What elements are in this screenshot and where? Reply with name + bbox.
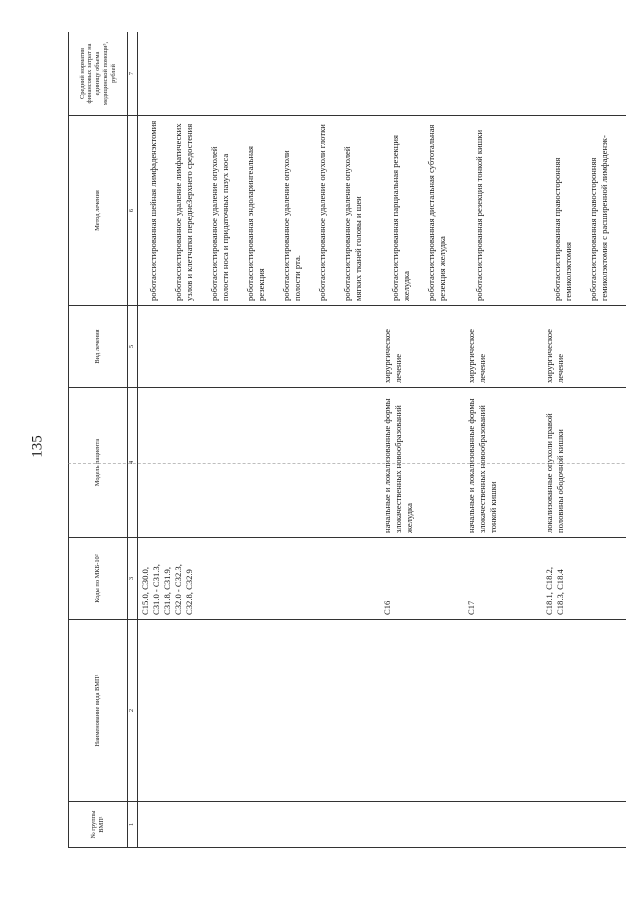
cell-treatment-methods [542,116,626,306]
header-row [69,32,128,848]
header-patient-model: Модель пациента [69,388,128,538]
method-item: роботассистированное удаление опухоли полости рта. [281,150,302,301]
icd-code: C18.3, C18.4 [555,569,565,615]
cell-treatment-methods [138,116,381,306]
icd-code: C17 [466,600,476,615]
icd-code: C16 [382,600,392,615]
column-number-row [128,32,138,848]
cell-group-number [542,802,626,848]
cell-cost-standard [138,32,381,116]
cell-icd-codes [138,538,381,620]
cell-treatment-type: хирургическое лечение [464,306,542,388]
cell-group-number [138,802,381,848]
cell-group-number [464,802,542,848]
method-item: роботассистированная шейная лимфаденэктомия [148,120,158,301]
vmp-table [68,32,626,848]
cell-vmp-name [138,620,381,802]
cell-icd-codes [464,538,542,620]
header-group-number: № группы ВМП¹ [69,802,128,848]
column-number: 2 [128,620,138,802]
cell-cost-standard [380,32,464,116]
icd-code: C31.8, C31.9, [162,567,172,615]
cell-vmp-name [464,620,542,802]
cell-treatment-methods [380,116,464,306]
method-item: роботассистированная парциальная резекция желудка [390,135,411,301]
icd-code: C15.0, C30.0, [140,567,150,615]
cell-group-number [380,802,464,848]
header-vmp-name: Наименование вида ВМП¹ [69,620,128,802]
header-icd-codes: Коды по МКБ-10² [69,538,128,620]
table-row [138,32,381,848]
method-item: роботассистированная дистальная субтотальная резекция желудка [426,124,447,301]
cell-patient-model: начальные и локализованные формы злокачественных новообразований тонкой кишки [464,388,542,538]
cell-treatment-type [138,306,381,388]
header-treatment-method: Метод лечения [69,116,128,306]
cell-patient-model: локализованные опухоли правой половины ободочной кишки [542,388,626,538]
cell-icd-codes [380,538,464,620]
cell-patient-model: начальные и локализованные формы злокачественных новообразований желудка [380,388,464,538]
cell-treatment-type: хирургическое лечение [380,306,464,388]
method-item: роботассистированное удаление лимфатических узлов и клетчатки переднеЗерхнего средостения [173,123,194,301]
method-item: роботассистированная резекция тонкой кишки [474,129,484,301]
table-row [542,32,626,848]
icd-code: C31.0 - C31.3, [151,564,161,615]
cell-vmp-name [542,620,626,802]
column-number: 5 [128,306,138,388]
cell-treatment-methods [464,116,542,306]
column-number: 4 [128,388,138,538]
cell-vmp-name [380,620,464,802]
column-number: 3 [128,538,138,620]
method-item: роботассистированное удаление опухолей полости носа и придаточных пазух носа [209,146,230,301]
cell-treatment-type: хирургическое лечение [542,306,626,388]
document-page [68,32,626,848]
page-number: 135 [29,435,46,458]
column-number: 6 [128,116,138,306]
cell-cost-standard [464,32,542,116]
header-cost-standard: Средний норматив финансовых затрат на единицу объема медицинской помощи³, рублей [69,32,128,116]
cell-icd-codes [542,538,626,620]
method-item: роботассистированная правосторонняя гемиколэктомия [552,157,573,301]
method-item: роботассистированное удаление опухолей мягких тканей головы и шеи [342,146,363,301]
column-number: 1 [128,802,138,848]
method-item: роботассистированная правосторонняя гемиколэктомия с расширенной лимфаденэк- [588,135,609,301]
method-item: роботассистированное удаление опухоли глотки [317,124,327,301]
icd-code: C32.0 - C32.3, [173,564,183,615]
table-row [464,32,542,848]
column-number: 7 [128,32,138,116]
cell-cost-standard [542,32,626,116]
table-row [380,32,464,848]
icd-code: C18.1, C18.2, [544,567,554,615]
icd-code: C32.8, C32.9 [184,569,194,615]
scan-fold-line [68,463,626,464]
rotated-page-area [68,32,626,848]
method-item: роботассистированная эндоларингеальная резекция [245,146,266,301]
header-treatment-type: Вид лечения [69,306,128,388]
